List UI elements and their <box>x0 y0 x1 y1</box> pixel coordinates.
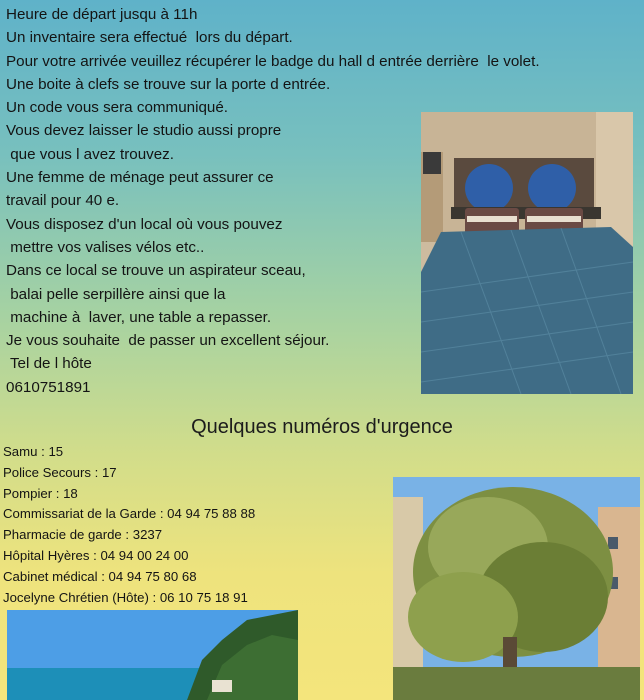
emergency-contact-item: Commissariat de la Garde : 04 94 75 88 88 <box>3 506 256 522</box>
rule-line: Heure de départ jusqu à 11h <box>6 6 198 23</box>
rule-line: machine à laver, une table a repasser. <box>6 308 272 326</box>
emergency-contact-item: Police Secours : 17 <box>3 464 117 480</box>
rule-line: Tel de l hôte <box>6 355 92 373</box>
rule-line: 0610751891 <box>6 378 91 396</box>
rule-line: Une boite à clefs se trouve sur la porte d entrée. <box>6 75 331 93</box>
rule-line: mettre vos valises vélos etc.. <box>6 238 205 256</box>
emergency-contact-item: Hôpital Hyères : 04 94 00 24 00 <box>3 547 189 563</box>
emergency-numbers-heading: Quelques numéros d'urgence <box>191 416 453 438</box>
garden-tree-photo <box>393 477 640 700</box>
emergency-contact-item: Pompier : 18 <box>3 485 78 501</box>
rule-line: Dans ce local se trouve un aspirateur sceau, <box>6 262 306 280</box>
rule-line: Vous disposez d'un local où vous pouvez <box>6 215 283 233</box>
rule-line: Pour votre arrivée veuillez récupérer le badge du hall d entrée derrière le volet. <box>6 52 540 70</box>
rule-line: que vous l avez trouvez. <box>6 145 174 163</box>
rule-line: Un inventaire sera effectué lors du départ. <box>6 29 293 47</box>
rule-line: balai pelle serpillère ainsi que la <box>6 285 226 303</box>
emergency-contact-item: Jocelyne Chrétien (Hôte) : 06 10 75 18 91 <box>3 589 248 605</box>
rule-line: Vous devez laisser le studio aussi propre <box>6 122 282 140</box>
bedroom-photo <box>421 112 633 394</box>
beach-photo <box>7 610 298 700</box>
emergency-contact-item: Pharmacie de garde : 3237 <box>3 527 163 543</box>
rule-line: Un code vous sera communiqué. <box>6 99 229 117</box>
rule-line: travail pour 40 e. <box>6 192 120 210</box>
emergency-contacts-list <box>3 442 255 608</box>
rule-line: Une femme de ménage peut assurer ce <box>6 169 274 187</box>
rule-line: Je vous souhaite de passer un excellent séjour. <box>6 332 330 350</box>
emergency-contact-item: Samu : 15 <box>3 444 64 459</box>
emergency-contact-item: Cabinet médical : 04 94 75 80 68 <box>3 568 197 584</box>
